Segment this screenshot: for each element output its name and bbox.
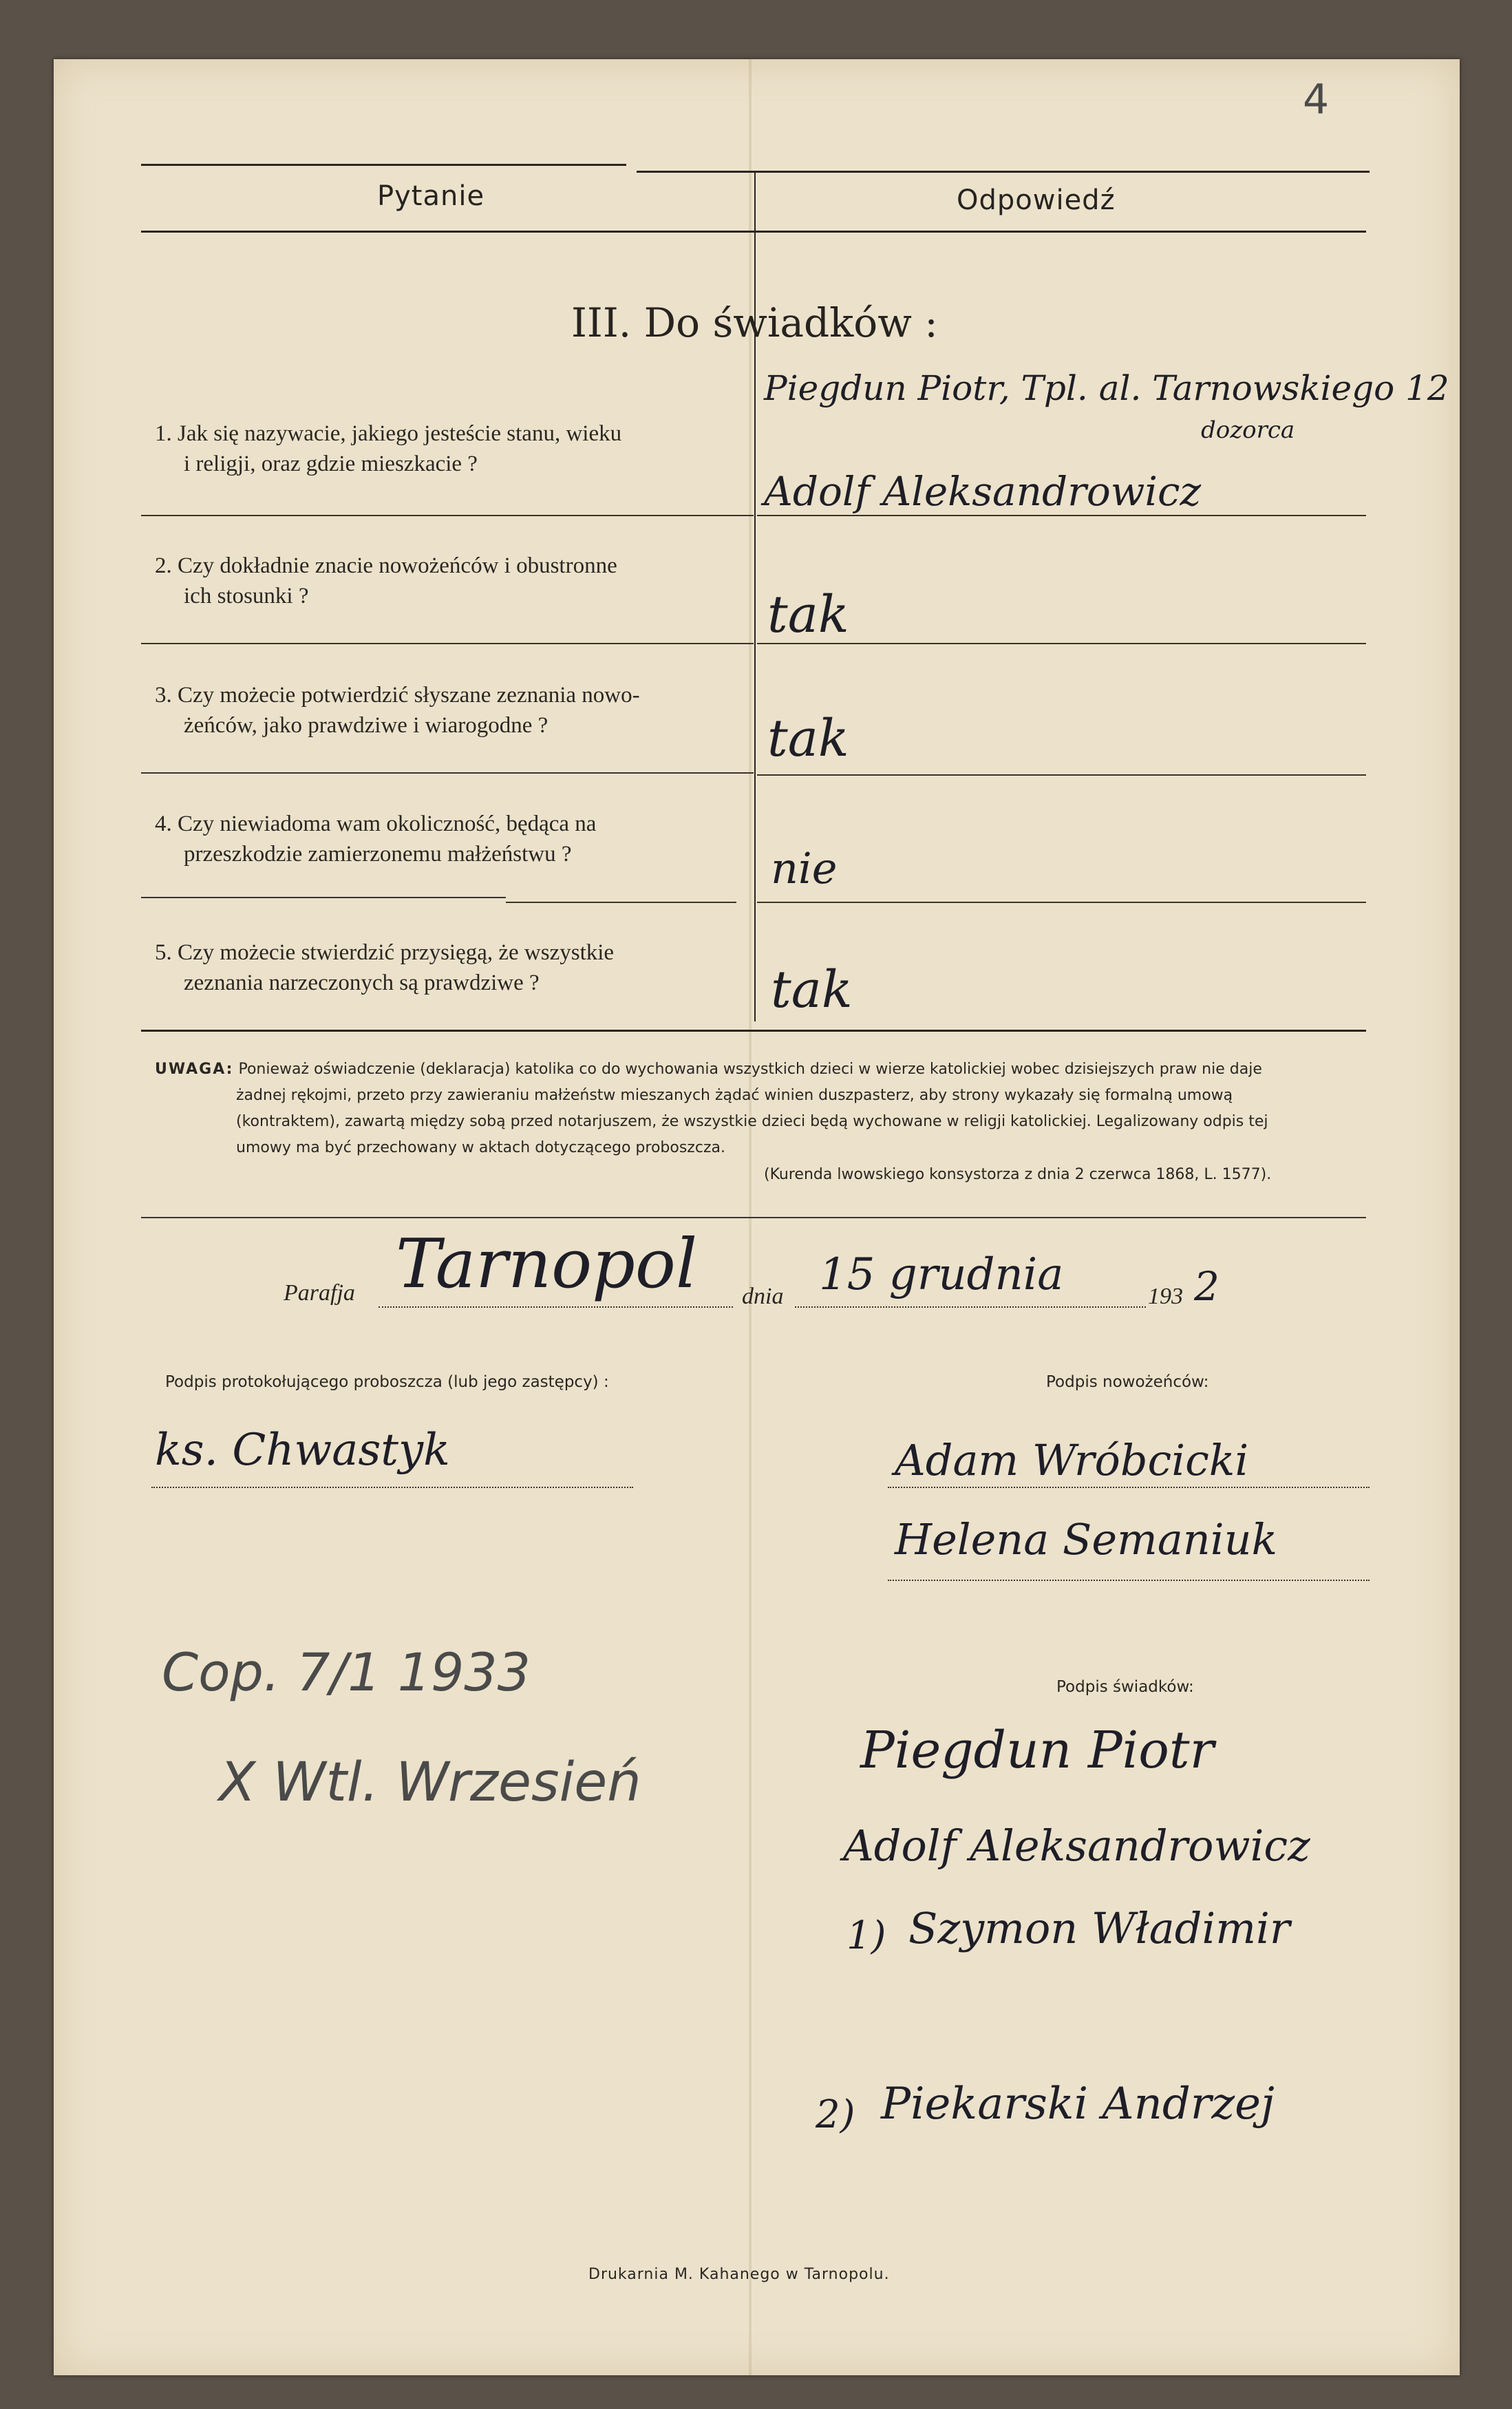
page-number: 4 [1303, 76, 1330, 124]
witness-1-signature: Piegdun Piotr [860, 1721, 1214, 1780]
question-text-line2: żeńców, jako prawdziwe i wiarogodne ? [184, 713, 549, 738]
question-text-line1: Jak się nazywacie, jakiego jesteście stanu, wieku [178, 421, 622, 446]
answer-4: nie [771, 843, 838, 893]
witness-3-signature: Szymon Władimir [908, 1903, 1290, 1953]
question-text-line1: Czy możecie potwierdzić słyszane zeznania nowo- [178, 683, 640, 708]
notice-line1: Ponieważ oświadczenie (deklaracja) katolika co do wychowania wszystkich dzieci w wierze katolickiej wobec dzisiejszych praw nie daje [238, 1061, 1262, 1078]
witnesses-signature-label: Podpis świadków: [1056, 1678, 1194, 1696]
question-text-line2: ich stosunki ? [184, 584, 309, 608]
witness-3-number: 1) [846, 1913, 886, 1958]
question-text-line1: Czy możecie stwierdzić przysięgą, że wszystkie [178, 940, 615, 965]
day-label: dnia [742, 1284, 784, 1309]
question-1 [155, 418, 621, 479]
section-title: III. Do świadków : [571, 299, 938, 346]
question-text-line1: Czy niewiadoma wam okoliczność, będąca na [178, 811, 597, 836]
question-4 [155, 809, 596, 869]
question-text-line2: przeszkodzie zamierzonemu małżeństwu ? [184, 842, 572, 867]
question-2 [155, 551, 617, 611]
notice [155, 1057, 1373, 1161]
header-answer: Odpowiedź [957, 184, 1116, 216]
answer-1-occupation: dozorca [1201, 416, 1295, 444]
header-top-rule-left [141, 164, 626, 166]
question-3 [155, 680, 640, 741]
column-divider [754, 171, 756, 1021]
table-bottom-rule [141, 1030, 1366, 1032]
notice-source: (Kurenda lwowskiego konsystorza z dnia 2 czerwca 1868, L. 1577). [764, 1166, 1272, 1183]
header-question: Pytanie [377, 180, 485, 212]
question-4-rule-b [506, 902, 736, 903]
answer-2: tak [767, 585, 849, 644]
year-digit: 2 [1194, 1263, 1220, 1310]
answer-4-rule [757, 902, 1366, 903]
answer-3-rule [757, 774, 1366, 776]
cop-annotation: Cop. 7/1 1933 [162, 1642, 531, 1703]
question-number: 1. [155, 421, 172, 446]
notice-line2: żadnej rękojmi, przeto przy zawieraniu małżeństw mieszanych żądać winien duszpasterz, aby strony wykazały się formalną umową [236, 1087, 1233, 1104]
priest-signature: ks. Chwastyk [155, 1425, 450, 1476]
parish-label: Parafja [284, 1280, 355, 1306]
year-prefix: 193 [1148, 1284, 1183, 1309]
answer-1-line2: Adolf Aleksandrowicz [764, 468, 1201, 515]
notice-bottom-rule [141, 1217, 1366, 1218]
spouses-signature-label: Podpis nowożeńców: [1046, 1373, 1209, 1391]
day-line [795, 1306, 1146, 1308]
answer-2-rule [757, 643, 1366, 644]
answer-3: tak [767, 709, 849, 768]
witness-4-number: 2) [816, 2092, 855, 2137]
question-number: 3. [155, 683, 172, 708]
initials-annotation: X Wtl. Wrzesień [219, 1752, 641, 1814]
question-1-rule [141, 515, 754, 516]
question-text-line2: zeznania narzeczonych są prawdziwe ? [184, 970, 540, 995]
header-top-rule-right [637, 171, 1370, 173]
question-2-rule [141, 643, 754, 644]
priest-signature-label: Podpis protokołującego proboszcza (lub jego zastępcy) : [165, 1373, 609, 1391]
answer-5: tak [771, 960, 853, 1019]
spouse-1-line [888, 1487, 1370, 1488]
parish-line [379, 1306, 733, 1308]
printer-imprint: Drukarnia M. Kahanego w Tarnopolu. [588, 2266, 890, 2283]
notice-line3: (kontraktem), zawartą między sobą przed notarjuszem, że wszystkie dzieci będą wychowane w religji katolickiej. Legalizowany odpis tej [236, 1113, 1268, 1130]
notice-label: UWAGA: [155, 1061, 234, 1078]
spouse-2-line [888, 1580, 1370, 1581]
day-value: 15 grudnia [819, 1249, 1064, 1300]
parish-name: Tarnopol [396, 1225, 698, 1304]
question-3-rule [141, 772, 754, 774]
spouse-1-signature: Adam Wróbcicki [895, 1435, 1249, 1485]
priest-signature-line [151, 1487, 633, 1488]
witness-2-signature: Adolf Aleksandrowicz [843, 1821, 1310, 1871]
question-number: 2. [155, 553, 172, 578]
question-number: 5. [155, 940, 172, 965]
notice-line4: umowy ma być przechowany w aktach dotyczącego proboszcza. [236, 1139, 725, 1156]
spouse-2-signature: Helena Semaniuk [895, 1514, 1278, 1564]
witness-4-signature: Piekarski Andrzej [881, 2079, 1275, 2130]
question-text-line2: i religji, oraz gdzie mieszkacie ? [184, 452, 478, 476]
answer-1-line1: Piegdun Piotr, Tpl. al. Tarnowskiego 12 [764, 368, 1449, 408]
question-5 [155, 937, 614, 998]
question-number: 4. [155, 811, 172, 836]
header-bottom-rule [141, 231, 1366, 233]
answer-1-rule [757, 515, 1366, 516]
question-4-rule-a [141, 897, 506, 898]
question-text-line1: Czy dokładnie znacie nowożeńców i obustronne [178, 553, 617, 578]
